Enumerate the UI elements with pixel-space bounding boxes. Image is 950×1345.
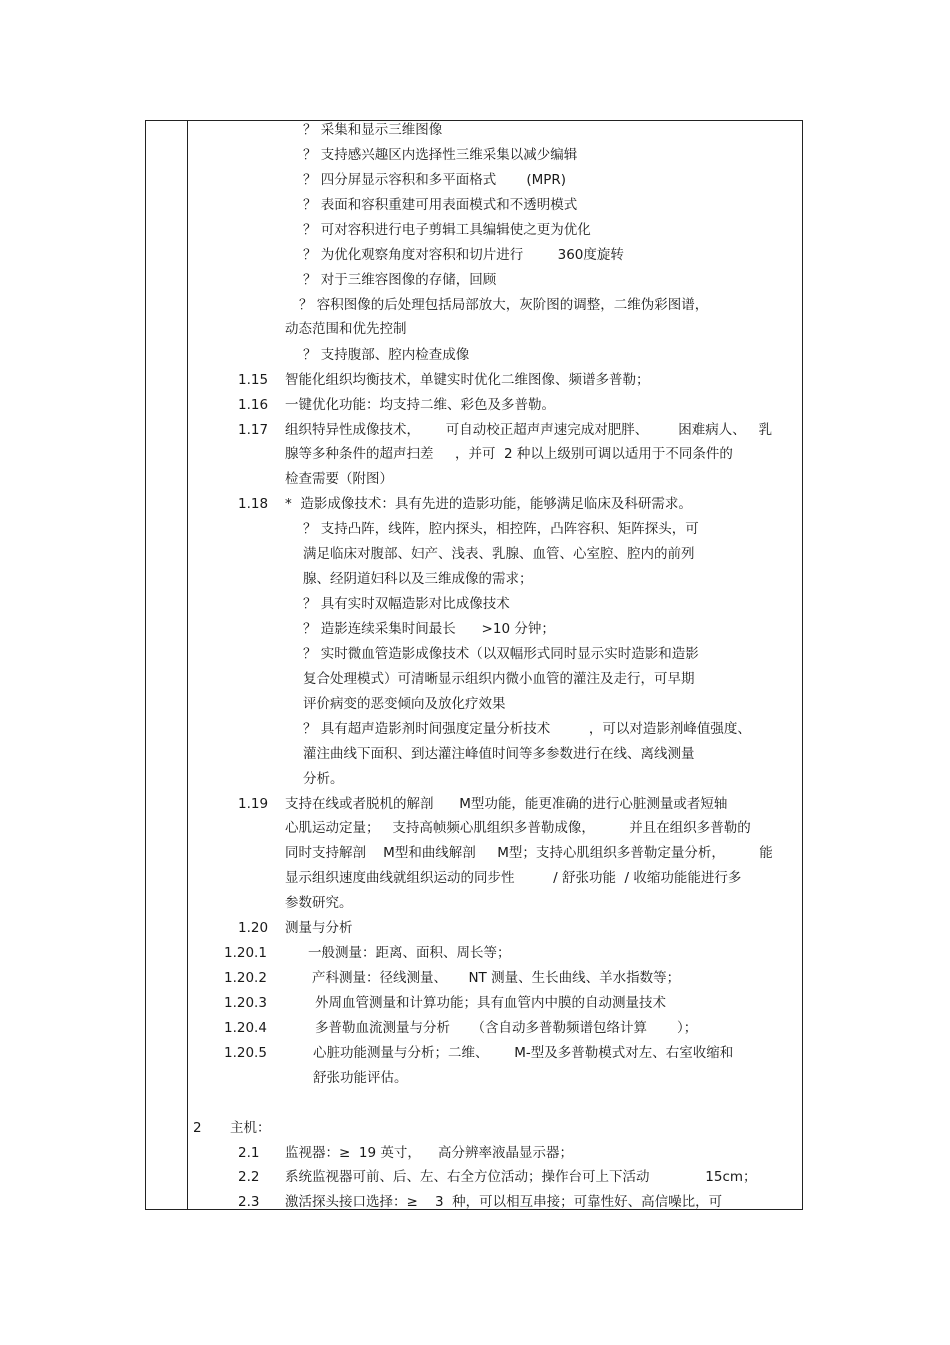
spec-line: 激活探头接口选择：≥ 3 种，可以相互串接；可靠性好、高信噪比，可 (285, 1194, 723, 1210)
item-number: 1.20.5 (224, 1045, 267, 1061)
item-number: 2.2 (238, 1169, 260, 1185)
item-number: 1.16 (238, 397, 269, 413)
spec-line: 外周血管测量和计算功能；具有血管内中膜的自动测量技术 (315, 995, 666, 1011)
spec-line: 复合处理模式）可清晰显示组织内微小血管的灌注及走行，可早期 (303, 671, 695, 687)
spec-line: 一键优化功能：均支持二维、彩色及多普勒。 (285, 397, 555, 413)
spec-line: 分析。 (303, 771, 344, 787)
spec-line: 评价病变的恶变倾向及放化疗效果 (303, 696, 506, 712)
spec-line: ？ 可对容积进行电子剪辑工具编辑使之更为优化 (303, 222, 591, 238)
spec-line: 显示组织速度曲线就组织运动的同步性 / 舒张功能 / 收缩功能能进行多 (285, 870, 742, 886)
spec-line: 检查需要（附图） (285, 471, 393, 487)
spec-line: 多普勒血流测量与分析 （含自动多普勒频谱包络计算 ）； (315, 1020, 698, 1036)
spec-line: 产科测量：径线测量、 NT 测量、生长曲线、羊水指数等； (312, 970, 681, 986)
item-number: 2.1 (238, 1145, 260, 1161)
item-number: 1.18 (238, 496, 269, 512)
spec-line: 支持在线或者脱机的解剖 M型功能，能更准确的进行心脏测量或者短轴 (285, 796, 728, 812)
spec-line: 一般测量：距离、面积、周长等； (308, 945, 511, 961)
item-number: 1.15 (238, 372, 269, 388)
spec-line: ？ 具有超声造影剂时间强度定量分析技术 ，可以对造影剂峰值强度、 (303, 721, 751, 737)
spec-line: ？ 支持感兴趣区内选择性三维采集以减少编辑 (303, 147, 578, 163)
spec-line: ？ 造影连续采集时间最长 >10 分钟； (303, 621, 555, 637)
spec-line: ？ 支持凸阵，线阵，腔内探头，相控阵，凸阵容积、矩阵探头，可 (303, 521, 699, 537)
spec-line: ？ 对于三维容图像的存储，回顾 (303, 272, 497, 288)
table-column-divider (187, 120, 188, 1210)
spec-line: ？ 具有实时双幅造影对比成像技术 (303, 596, 510, 612)
item-number: 1.20.1 (224, 945, 267, 961)
item-number: 1.20 (238, 920, 269, 936)
item-number: 2.3 (238, 1194, 260, 1210)
spec-line: 动态范围和优先控制 (285, 321, 407, 337)
spec-line: 系统监视器可前、后、左、右全方位活动；操作台可上下活动 15cm； (285, 1169, 757, 1185)
spec-line: ？ 实时微血管造影成像技术（以双幅形式同时显示实时造影和造影 (303, 646, 699, 662)
spec-line: ？ 表面和容积重建可用表面模式和不透明模式 (303, 197, 578, 213)
spec-line: 智能化组织均衡技术，单键实时优化二维图像、频谱多普勒； (285, 372, 650, 388)
spec-line: ？ 四分屏显示容积和多平面格式 (MPR) (303, 172, 567, 188)
item-number: 1.19 (238, 796, 269, 812)
spec-line: 参数研究。 (285, 895, 353, 911)
spec-line: 腺等多种条件的超声扫差 ，并可 2 种以上级别可调以适用于不同条件的 (285, 446, 733, 462)
item-number: 1.20.4 (224, 1020, 267, 1036)
spec-line: 主机： (230, 1120, 271, 1136)
spec-line: 监视器：≥ 19 英寸， 高分辨率液晶显示器； (285, 1145, 574, 1161)
spec-line: ？ 采集和显示三维图像 (303, 122, 443, 138)
spec-line: ？ 支持腹部、腔内检查成像 (303, 347, 470, 363)
item-number: 1.20.2 (224, 970, 267, 986)
item-number: 2 (193, 1120, 202, 1136)
spec-line: 心肌运动定量； 支持高帧频心肌组织多普勒成像， 并且在组织多普勒的 (285, 820, 751, 836)
spec-line: 同时支持解剖 M型和曲线解剖 M型；支持心肌组织多普勒定量分析， 能 (285, 845, 773, 861)
spec-line: 心脏功能测量与分析；二维、 M-型及多普勒模式对左、右室收缩和 (313, 1045, 734, 1061)
spec-line: 测量与分析 (285, 920, 353, 936)
item-number: 1.17 (238, 422, 269, 438)
spec-line: 腺、经阴道妇科以及三维成像的需求； (303, 571, 533, 587)
spec-line: 舒张功能评估。 (313, 1070, 408, 1086)
item-number: 1.20.3 (224, 995, 267, 1011)
spec-line: 灌注曲线下面积、到达灌注峰值时间等多参数进行在线、离线测量 (303, 746, 695, 762)
spec-line: ？ 为优化观察角度对容积和切片进行 360度旋转 (303, 247, 624, 263)
spec-line: 满足临床对腹部、妇产、浅表、乳腺、血管、心室腔、腔内的前列 (303, 546, 695, 562)
spec-line: 组织特异性成像技术， 可自动校正超声声速完成对肥胖、 困难病人、 乳 (285, 422, 773, 438)
spec-line: ？ 容积图像的后处理包括局部放大，灰阶图的调整，二维伪彩图谱， (299, 297, 709, 313)
spec-line: * 造影成像技术：具有先进的造影功能，能够满足临床及科研需求。 (285, 496, 692, 512)
